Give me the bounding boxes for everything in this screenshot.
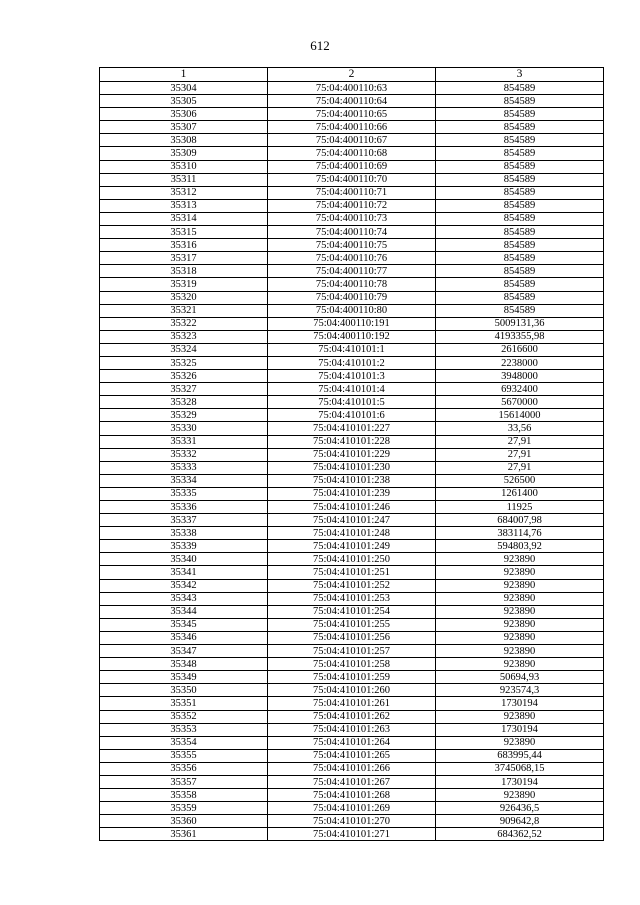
table-row <box>100 501 604 514</box>
row-number-cell: 35348 <box>100 658 268 671</box>
value-cell: 594803,92 <box>436 540 604 553</box>
cadastral-number-cell: 75:04:410101:239 <box>268 487 436 500</box>
table-row <box>100 815 604 828</box>
table-row <box>100 409 604 422</box>
row-number-cell: 35342 <box>100 579 268 592</box>
table-row <box>100 422 604 435</box>
value-cell: 923890 <box>436 592 604 605</box>
table-row <box>100 186 604 199</box>
cadastral-number-cell: 75:04:400110:66 <box>268 121 436 134</box>
cadastral-number-cell: 75:04:410101:256 <box>268 631 436 644</box>
value-cell: 923890 <box>436 579 604 592</box>
table-row <box>100 134 604 147</box>
cadastral-number-cell: 75:04:400110:64 <box>268 95 436 108</box>
table-row <box>100 396 604 409</box>
row-number-cell: 35310 <box>100 160 268 173</box>
value-cell: 684362,52 <box>436 828 604 841</box>
cadastral-number-cell: 75:04:410101:4 <box>268 383 436 396</box>
row-number-cell: 35327 <box>100 383 268 396</box>
cadastral-number-cell: 75:04:410101:227 <box>268 422 436 435</box>
row-number-cell: 35358 <box>100 789 268 802</box>
table-row <box>100 684 604 697</box>
cadastral-number-cell: 75:04:410101:229 <box>268 448 436 461</box>
column-header-2: 2 <box>268 68 436 82</box>
table-row <box>100 749 604 762</box>
column-header-1: 1 <box>100 68 268 82</box>
value-cell: 854589 <box>436 278 604 291</box>
value-cell: 854589 <box>436 186 604 199</box>
cadastral-number-cell: 75:04:410101:248 <box>268 527 436 540</box>
table-row <box>100 697 604 710</box>
row-number-cell: 35309 <box>100 147 268 160</box>
table-body <box>100 82 604 841</box>
cadastral-number-cell: 75:04:400110:70 <box>268 173 436 186</box>
table-row <box>100 199 604 212</box>
row-number-cell: 35361 <box>100 828 268 841</box>
cadastral-number-cell: 75:04:400110:76 <box>268 252 436 265</box>
table-row <box>100 671 604 684</box>
row-number-cell: 35331 <box>100 435 268 448</box>
table-row <box>100 304 604 317</box>
table-row <box>100 160 604 173</box>
cadastral-number-cell: 75:04:410101:6 <box>268 409 436 422</box>
row-number-cell: 35311 <box>100 173 268 186</box>
value-cell: 2616600 <box>436 343 604 356</box>
value-cell: 854589 <box>436 199 604 212</box>
cadastral-number-cell: 75:04:410101:263 <box>268 723 436 736</box>
row-number-cell: 35360 <box>100 815 268 828</box>
table-row <box>100 553 604 566</box>
cadastral-number-cell: 75:04:410101:271 <box>268 828 436 841</box>
cadastral-number-cell: 75:04:410101:255 <box>268 618 436 631</box>
cadastral-number-cell: 75:04:410101:258 <box>268 658 436 671</box>
value-cell: 6932400 <box>436 383 604 396</box>
row-number-cell: 35337 <box>100 514 268 527</box>
cadastral-number-cell: 75:04:410101:247 <box>268 514 436 527</box>
row-number-cell: 35318 <box>100 265 268 278</box>
value-cell: 923890 <box>436 553 604 566</box>
value-cell: 11925 <box>436 501 604 514</box>
header-row <box>100 68 604 82</box>
row-number-cell: 35313 <box>100 199 268 212</box>
value-cell: 683995,44 <box>436 749 604 762</box>
cadastral-number-cell: 75:04:410101:267 <box>268 775 436 788</box>
row-number-cell: 35338 <box>100 527 268 540</box>
cadastral-number-cell: 75:04:400110:191 <box>268 317 436 330</box>
table-row <box>100 645 604 658</box>
table-row <box>100 265 604 278</box>
table-row <box>100 592 604 605</box>
row-number-cell: 35339 <box>100 540 268 553</box>
table-row <box>100 710 604 723</box>
cadastral-number-cell: 75:04:400110:75 <box>268 239 436 252</box>
value-cell: 854589 <box>436 108 604 121</box>
cadastral-number-cell: 75:04:410101:252 <box>268 579 436 592</box>
cadastral-number-cell: 75:04:410101:264 <box>268 736 436 749</box>
cadastral-number-cell: 75:04:410101:3 <box>268 370 436 383</box>
value-cell: 909642,8 <box>436 815 604 828</box>
table-row <box>100 82 604 95</box>
value-cell: 854589 <box>436 304 604 317</box>
cadastral-number-cell: 75:04:410101:260 <box>268 684 436 697</box>
row-number-cell: 35355 <box>100 749 268 762</box>
value-cell: 854589 <box>436 212 604 225</box>
table-row <box>100 474 604 487</box>
row-number-cell: 35333 <box>100 461 268 474</box>
cadastral-number-cell: 75:04:410101:5 <box>268 396 436 409</box>
column-header-3: 3 <box>436 68 604 82</box>
cadastral-number-cell: 75:04:410101:238 <box>268 474 436 487</box>
value-cell: 923890 <box>436 658 604 671</box>
value-cell: 923890 <box>436 618 604 631</box>
table-row <box>100 121 604 134</box>
value-cell: 5670000 <box>436 396 604 409</box>
table-row <box>100 461 604 474</box>
row-number-cell: 35321 <box>100 304 268 317</box>
value-cell: 923890 <box>436 605 604 618</box>
value-cell: 854589 <box>436 95 604 108</box>
table-row <box>100 370 604 383</box>
cadastral-number-cell: 75:04:400110:67 <box>268 134 436 147</box>
table-row <box>100 343 604 356</box>
row-number-cell: 35354 <box>100 736 268 749</box>
row-number-cell: 35359 <box>100 802 268 815</box>
cadastral-number-cell: 75:04:400110:72 <box>268 199 436 212</box>
table-row <box>100 252 604 265</box>
row-number-cell: 35336 <box>100 501 268 514</box>
value-cell: 923890 <box>436 736 604 749</box>
row-number-cell: 35314 <box>100 212 268 225</box>
row-number-cell: 35317 <box>100 252 268 265</box>
row-number-cell: 35308 <box>100 134 268 147</box>
value-cell: 854589 <box>436 239 604 252</box>
table-row <box>100 789 604 802</box>
value-cell: 854589 <box>436 147 604 160</box>
table-row <box>100 514 604 527</box>
cadastral-number-cell: 75:04:400110:63 <box>268 82 436 95</box>
value-cell: 923890 <box>436 645 604 658</box>
cadastral-number-cell: 75:04:410101:259 <box>268 671 436 684</box>
cadastral-number-cell: 75:04:410101:261 <box>268 697 436 710</box>
value-cell: 854589 <box>436 121 604 134</box>
row-number-cell: 35307 <box>100 121 268 134</box>
cadastral-number-cell: 75:04:400110:71 <box>268 186 436 199</box>
cadastral-number-cell: 75:04:410101:246 <box>268 501 436 514</box>
table-row <box>100 566 604 579</box>
cadastral-number-cell: 75:04:410101:268 <box>268 789 436 802</box>
table-row <box>100 330 604 343</box>
table-row <box>100 383 604 396</box>
row-number-cell: 35304 <box>100 82 268 95</box>
row-number-cell: 35346 <box>100 631 268 644</box>
value-cell: 383114,76 <box>436 527 604 540</box>
row-number-cell: 35323 <box>100 330 268 343</box>
cadastral-number-cell: 75:04:410101:262 <box>268 710 436 723</box>
table-row <box>100 435 604 448</box>
value-cell: 27,91 <box>436 448 604 461</box>
row-number-cell: 35352 <box>100 710 268 723</box>
page-number: 612 <box>310 38 330 53</box>
row-number-cell: 35350 <box>100 684 268 697</box>
row-number-cell: 35329 <box>100 409 268 422</box>
table-row <box>100 212 604 225</box>
value-cell: 923890 <box>436 566 604 579</box>
cadastral-number-cell: 75:04:410101:270 <box>268 815 436 828</box>
cadastral-number-cell: 75:04:400110:68 <box>268 147 436 160</box>
cadastral-number-cell: 75:04:400110:77 <box>268 265 436 278</box>
row-number-cell: 35357 <box>100 775 268 788</box>
cadastral-number-cell: 75:04:400110:73 <box>268 212 436 225</box>
value-cell: 854589 <box>436 173 604 186</box>
cadastral-number-cell: 75:04:400110:69 <box>268 160 436 173</box>
row-number-cell: 35330 <box>100 422 268 435</box>
value-cell: 27,91 <box>436 435 604 448</box>
value-cell: 50694,93 <box>436 671 604 684</box>
table-row <box>100 828 604 841</box>
cadastral-number-cell: 75:04:410101:265 <box>268 749 436 762</box>
value-cell: 923574,3 <box>436 684 604 697</box>
row-number-cell: 35319 <box>100 278 268 291</box>
value-cell: 854589 <box>436 160 604 173</box>
value-cell: 854589 <box>436 265 604 278</box>
row-number-cell: 35325 <box>100 356 268 369</box>
cadastral-number-cell: 75:04:400110:74 <box>268 226 436 239</box>
row-number-cell: 35316 <box>100 239 268 252</box>
table-row <box>100 802 604 815</box>
row-number-cell: 35343 <box>100 592 268 605</box>
table-row <box>100 579 604 592</box>
row-number-cell: 35334 <box>100 474 268 487</box>
value-cell: 526500 <box>436 474 604 487</box>
cadastral-number-cell: 75:04:410101:2 <box>268 356 436 369</box>
row-number-cell: 35315 <box>100 226 268 239</box>
value-cell: 854589 <box>436 291 604 304</box>
table-row <box>100 527 604 540</box>
table-row <box>100 448 604 461</box>
cadastral-number-cell: 75:04:410101:250 <box>268 553 436 566</box>
row-number-cell: 35320 <box>100 291 268 304</box>
value-cell: 854589 <box>436 134 604 147</box>
cadastral-number-cell: 75:04:400110:78 <box>268 278 436 291</box>
table-row <box>100 173 604 186</box>
row-number-cell: 35353 <box>100 723 268 736</box>
value-cell: 27,91 <box>436 461 604 474</box>
table-row <box>100 278 604 291</box>
table-row <box>100 226 604 239</box>
row-number-cell: 35324 <box>100 343 268 356</box>
table-row <box>100 540 604 553</box>
row-number-cell: 35344 <box>100 605 268 618</box>
row-number-cell: 35312 <box>100 186 268 199</box>
cadastral-number-cell: 75:04:410101:251 <box>268 566 436 579</box>
cadastral-number-cell: 75:04:410101:257 <box>268 645 436 658</box>
table-row <box>100 762 604 775</box>
value-cell: 1730194 <box>436 723 604 736</box>
value-cell: 854589 <box>436 226 604 239</box>
table-row <box>100 95 604 108</box>
value-cell: 854589 <box>436 252 604 265</box>
cadastral-number-cell: 75:04:400110:79 <box>268 291 436 304</box>
row-number-cell: 35347 <box>100 645 268 658</box>
row-number-cell: 35356 <box>100 762 268 775</box>
value-cell: 3745068,15 <box>436 762 604 775</box>
row-number-cell: 35326 <box>100 370 268 383</box>
table-row <box>100 487 604 500</box>
value-cell: 684007,98 <box>436 514 604 527</box>
row-number-cell: 35322 <box>100 317 268 330</box>
row-number-cell: 35332 <box>100 448 268 461</box>
value-cell: 1730194 <box>436 775 604 788</box>
row-number-cell: 35349 <box>100 671 268 684</box>
cadastral-number-cell: 75:04:410101:228 <box>268 435 436 448</box>
value-cell: 1730194 <box>436 697 604 710</box>
cadastral-number-cell: 75:04:410101:249 <box>268 540 436 553</box>
value-cell: 4193355,98 <box>436 330 604 343</box>
table-row <box>100 605 604 618</box>
table-row <box>100 736 604 749</box>
table-row <box>100 239 604 252</box>
value-cell: 923890 <box>436 789 604 802</box>
cadastral-number-cell: 75:04:400110:80 <box>268 304 436 317</box>
row-number-cell: 35351 <box>100 697 268 710</box>
value-cell: 15614000 <box>436 409 604 422</box>
cadastral-number-cell: 75:04:400110:65 <box>268 108 436 121</box>
cadastral-number-cell: 75:04:410101:254 <box>268 605 436 618</box>
value-cell: 923890 <box>436 710 604 723</box>
value-cell: 2238000 <box>436 356 604 369</box>
cadastral-number-cell: 75:04:400110:192 <box>268 330 436 343</box>
table-row <box>100 147 604 160</box>
value-cell: 1261400 <box>436 487 604 500</box>
table-row <box>100 723 604 736</box>
cadastral-number-cell: 75:04:410101:230 <box>268 461 436 474</box>
table-row <box>100 291 604 304</box>
cadastral-number-cell: 75:04:410101:269 <box>268 802 436 815</box>
value-cell: 854589 <box>436 82 604 95</box>
table-row <box>100 775 604 788</box>
row-number-cell: 35305 <box>100 95 268 108</box>
table-row <box>100 317 604 330</box>
table-row <box>100 356 604 369</box>
table-row <box>100 631 604 644</box>
value-cell: 926436,5 <box>436 802 604 815</box>
row-number-cell: 35306 <box>100 108 268 121</box>
row-number-cell: 35335 <box>100 487 268 500</box>
data-table <box>99 67 604 841</box>
value-cell: 923890 <box>436 631 604 644</box>
cadastral-number-cell: 75:04:410101:253 <box>268 592 436 605</box>
value-cell: 5009131,36 <box>436 317 604 330</box>
row-number-cell: 35341 <box>100 566 268 579</box>
cadastral-number-cell: 75:04:410101:266 <box>268 762 436 775</box>
table-row <box>100 618 604 631</box>
table-row <box>100 108 604 121</box>
row-number-cell: 35328 <box>100 396 268 409</box>
table-row <box>100 658 604 671</box>
value-cell: 3948000 <box>436 370 604 383</box>
value-cell: 33,56 <box>436 422 604 435</box>
row-number-cell: 35345 <box>100 618 268 631</box>
cadastral-number-cell: 75:04:410101:1 <box>268 343 436 356</box>
row-number-cell: 35340 <box>100 553 268 566</box>
